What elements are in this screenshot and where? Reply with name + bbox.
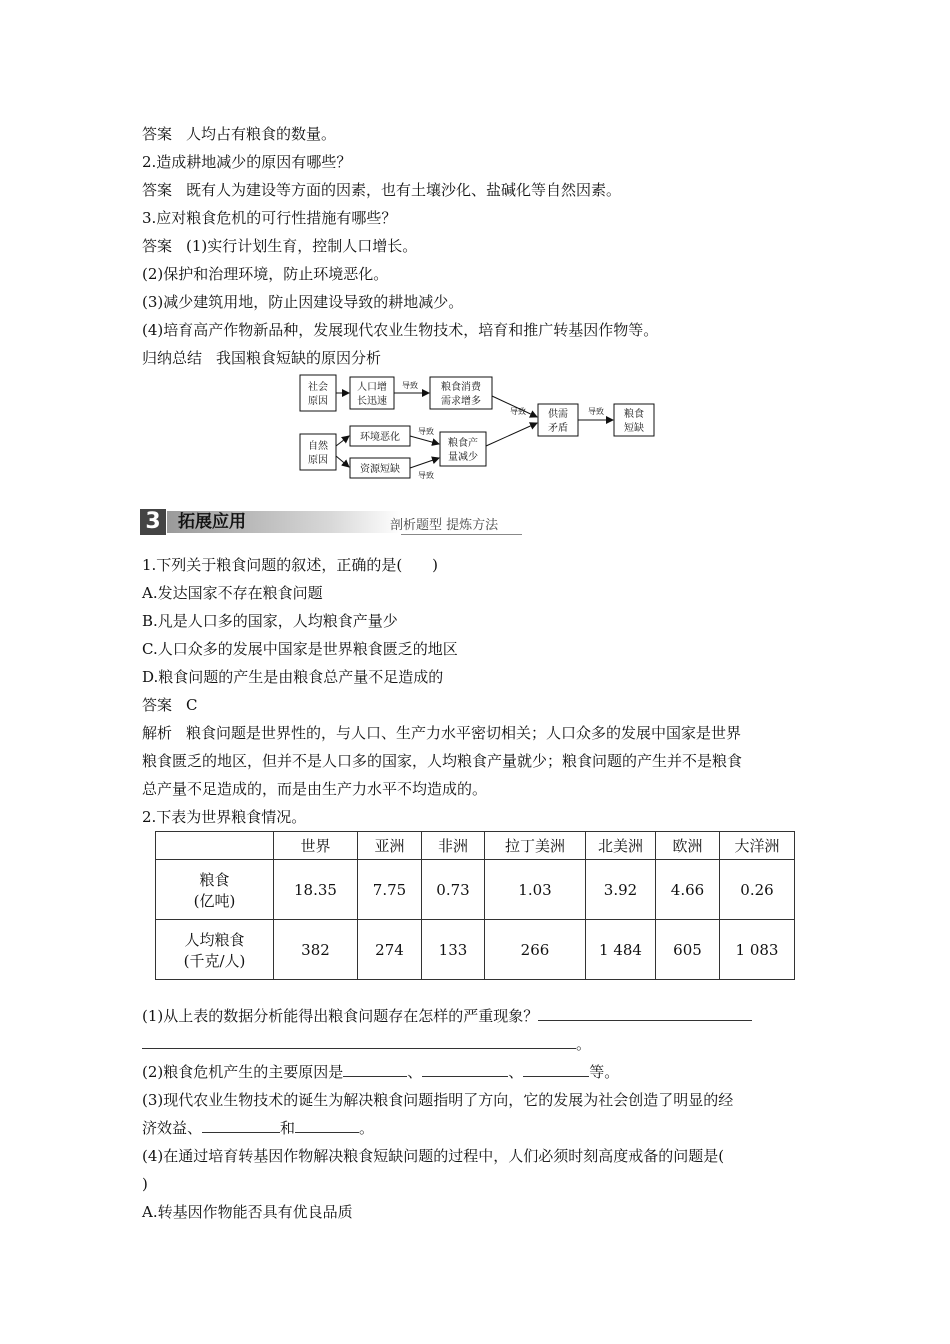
demand-up-l1: 粮食消费 (441, 382, 481, 393)
row-label: 粮食 (亿吨) (156, 860, 274, 920)
q1-answer: 答案 C (142, 696, 198, 714)
answer-1: 答案 人均占有粮食的数量。 (142, 125, 337, 143)
cause-diagram (296, 370, 676, 482)
question-2: 2.造成耕地减少的原因有哪些？ (142, 153, 352, 171)
q2-sub2: (2)粮食危机产生的主要原因是 、 、 等。 (142, 1063, 620, 1081)
q1-option-c: C.人口众多的发展中国家是世界粮食匮乏的地区 (142, 640, 458, 658)
table-cell: 1 484 (586, 920, 656, 980)
q1-analysis: 解析 粮食问题是世界性的，与人口、生产力水平密切相关；人口众多的发展中国家是世界 (142, 724, 742, 742)
q1-option-d: D.粮食问题的产生是由粮食总产量不足造成的 (142, 668, 444, 686)
row-label: 人均粮食 (千克/人) (156, 920, 274, 980)
output-down-l2: 量减少 (448, 452, 478, 463)
q2-sub1-cont: 。 (142, 1034, 591, 1054)
answer-blank[interactable] (343, 1062, 407, 1077)
section-subtitle: 剖析题型 提炼方法 (390, 518, 499, 533)
env-worse-label: 环境恶化 (360, 432, 400, 443)
table-header-cell: 亚洲 (358, 832, 422, 860)
resource-short-label: 资源短缺 (360, 464, 400, 475)
table-cell: 274 (358, 920, 422, 980)
grain-table (155, 831, 795, 980)
table-cell: 3.92 (586, 860, 656, 920)
supply-conflict-l2: 矛盾 (548, 423, 568, 434)
q1-option-b: B.凡是人口多的国家，人均粮食产量少 (142, 612, 398, 630)
supply-conflict-l1: 供需 (548, 409, 568, 420)
answer-blank[interactable] (523, 1062, 589, 1077)
table-cell: 133 (422, 920, 485, 980)
table-cell: 605 (656, 920, 720, 980)
q2-stem: 2.下表为世界粮食情况。 (142, 808, 307, 826)
q2-sub4-cont: ) (142, 1175, 148, 1193)
table-header-cell: 拉丁美洲 (485, 832, 586, 860)
table-row (156, 860, 795, 920)
table-header-cell: 北美洲 (586, 832, 656, 860)
natural-cause-l1: 自然 (308, 441, 328, 452)
table-cell: 4.66 (656, 860, 720, 920)
social-cause-l1: 社会 (308, 382, 328, 393)
table-cell: 7.75 (358, 860, 422, 920)
section-header (140, 509, 522, 535)
answer-blank[interactable] (202, 1118, 280, 1133)
table-cell: 0.73 (422, 860, 485, 920)
section-rule (401, 534, 522, 535)
q1-analysis-l2: 粮食匮乏的地区，但并不是人口多的国家，人均粮食产量就少；粮食问题的产生并不是粮食 (142, 752, 743, 770)
q2-sub4: (4)在通过培育转基因作物解决粮食短缺问题的过程中，人们必须时刻高度戒备的问题是( (142, 1147, 725, 1165)
table-cell: 1 083 (720, 920, 795, 980)
arrow-label-3: 导致 (588, 407, 604, 416)
table-cell: 0.26 (720, 860, 795, 920)
answer-3-item-2: (2)保护和治理环境，防止环境恶化。 (142, 265, 389, 283)
question-3: 3.应对粮食危机的可行性措施有哪些？ (142, 209, 397, 227)
q2-sub3-cont: 济效益、 和 。 (142, 1119, 375, 1137)
table-header-cell: 世界 (274, 832, 358, 860)
answer-blank[interactable] (422, 1062, 508, 1077)
answer-blank[interactable] (142, 1034, 576, 1049)
grain-short-l2: 短缺 (624, 423, 644, 434)
q1-stem: 1.下列关于粮食问题的叙述，正确的是( ) (142, 556, 439, 574)
answer-blank[interactable] (295, 1118, 359, 1133)
table-header-cell (156, 832, 274, 860)
table-cell: 1.03 (485, 860, 586, 920)
arrow-natural-env (336, 436, 349, 446)
arrow-env-output (410, 436, 439, 444)
table-cell: 18.35 (274, 860, 358, 920)
q2-sub4-option-a: A.转基因作物能否具有优良品质 (142, 1203, 353, 1221)
pop-growth-l1: 人口增 (357, 382, 387, 393)
answer-3-item-4: (4)培育高产作物新品种，发展现代农业生物技术，培育和推广转基因作物等。 (142, 321, 659, 339)
q1-analysis-l3: 总产量不足造成的，而是由生产力水平不均造成的。 (142, 780, 488, 798)
answer-blank[interactable] (538, 1006, 752, 1021)
demand-up-l2: 需求增多 (441, 396, 481, 407)
arrow-label-5: 导致 (418, 471, 434, 480)
natural-cause-l2: 原因 (308, 455, 328, 466)
table-row (156, 920, 795, 980)
section-number: 3 (140, 509, 166, 535)
answer-2: 答案 既有人为建设等方面的因素，也有土壤沙化、盐碱化等自然因素。 (142, 181, 622, 199)
arrow-output-supply (486, 423, 537, 446)
arrow-label-4: 导致 (418, 427, 434, 436)
section-title: 拓展应用 (178, 512, 246, 532)
arrow-label-2: 导致 (510, 407, 526, 416)
table-header-cell: 欧洲 (656, 832, 720, 860)
grain-short-l1: 粮食 (624, 409, 644, 420)
table-header-cell: 非洲 (422, 832, 485, 860)
arrow-natural-resource (336, 456, 349, 467)
q2-sub3: (3)现代农业生物技术的诞生为解决粮食问题指明了方向，它的发展为社会创造了明显的经 (142, 1091, 734, 1109)
answer-3: 答案 (1)实行计划生育，控制人口增长。 (142, 237, 418, 255)
table-cell: 266 (485, 920, 586, 980)
table-cell: 382 (274, 920, 358, 980)
table-header-row (156, 832, 795, 860)
summary-heading: 归纳总结 我国粮食短缺的原因分析 (142, 349, 382, 367)
output-down-l1: 粮食产 (448, 438, 478, 449)
q1-option-a: A.发达国家不存在粮食问题 (142, 584, 323, 602)
q2-sub1: (1)从上表的数据分析能得出粮食问题存在怎样的严重现象？ (142, 1006, 752, 1026)
arrow-label-1: 导致 (402, 381, 418, 390)
arrow-resource-output (410, 458, 439, 468)
pop-growth-l2: 长迅速 (357, 396, 387, 407)
answer-3-item-3: (3)减少建筑用地，防止因建设导致的耕地减少。 (142, 293, 464, 311)
social-cause-l2: 原因 (308, 396, 328, 407)
table-header-cell: 大洋洲 (720, 832, 795, 860)
